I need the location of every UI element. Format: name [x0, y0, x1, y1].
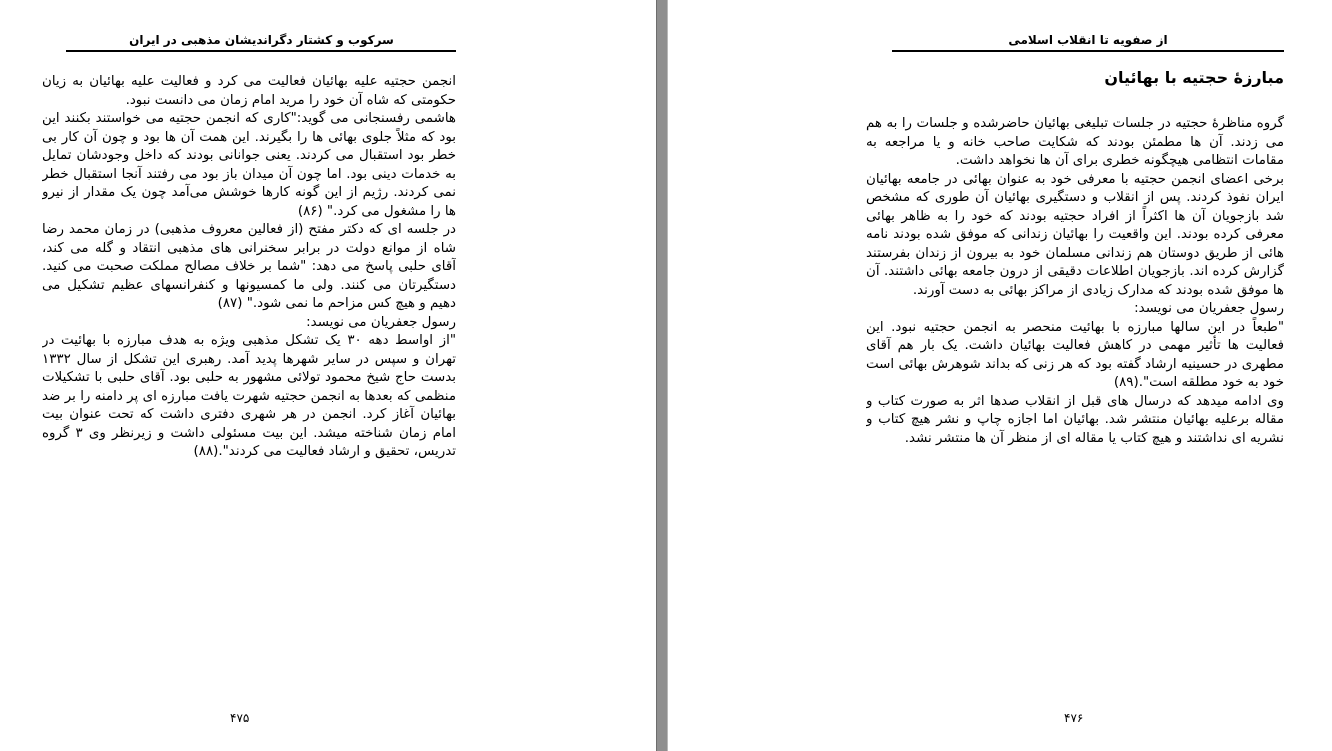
- paragraph: در جلسه ای که دکتر مفتح (از فعالین معروف مذهبی) در زمان محمد رضا شاه از موانع دولت در برابر سخنرانی های مذهبی انتقاد و گله می کند، آقای حلبی پاسخ می دهد: "شما بر خلاف مصالح مملکت صحبت می کنید. دستگیرتان می کنند. ولی ما کمسیونها و کنفرانسهای عظیم تشکیل می دهیم و هیچ کس مزاحم ما نمی شود." (۸۷): [42, 222, 456, 311]
- page-body: [866, 115, 1284, 565]
- paragraph: انجمن حجتیه علیه بهائیان فعالیت می کرد و فعالیت علیه بهائیان به زیان حکومتی که شاه آن خود را مرید امام زمان می دانست نبود.: [42, 74, 456, 108]
- section-title: مبارزهٔ حجتیه با بهائیان: [1104, 68, 1284, 87]
- paragraph: "از اواسط دهه ۳۰ یک تشکل مذهبی ویژه به هدف مبارزه با بهائیت در تهران و سپس در سایر شهرها پدید آمد. رهبری این تشکل از سال ۱۳۳۲ بدست حاج شیخ محمود تولائی مشهور به حلبی بود. آقای حلبی با تشکیلات منظمی که بعدها به انجمن حجتیه شهرت یافت مبارزه ای پر دامنه را بر ضد بهائیان آغاز کرد. انجمن در هر شهری دفتری داشت که تحت عنوان بیت امام زمان شناخته میشد. این بیت مسئولی داشت و زیرنظر وی ۳ گروه تدریس، تحقیق و ارشاد فعالیت می کردند".(۸۸): [42, 333, 456, 459]
- paragraph: گروه مناظرهٔ حجتیه در جلسات تبلیغی بهائیان حاضرشده و جلسات را به هم می زدند. آن ها مطمئن بودند که شکایت صاحب خانه و یا مراجعه به مقامات انتظامی هیچگونه خطری برای آن ها نخواهد داشت.: [866, 116, 1284, 168]
- page-gutter: [656, 0, 668, 751]
- running-head: سرکوب و کشتار دگراندیشان مذهبی در ایران: [129, 33, 394, 47]
- page-number: ۴۷۵: [230, 711, 250, 725]
- paragraph: رسول جعفریان می نویسد:: [1134, 301, 1284, 316]
- paragraph: "طبعاً در این سالها مبارزه با بهائیت منحصر به انجمن حجتیه نبود. این فعالیت ها تأثیر مهمی در کاهش فعالیت بهائیان داشت. یک بار هم آقای مطهری در حسینیه ارشاد گفته بود که هر زنی که بداند شوهرش بهائی است خود به خود مطلقه است".(۸۹): [866, 319, 1284, 390]
- page-right: [668, 0, 1332, 751]
- page-body: [42, 73, 456, 593]
- paragraph: وی ادامه میدهد که درسال های قبل از انقلاب صدها اثر به صورت کتاب و مقاله برعلیه بهائیان منتشر شد. بهائیان اما اجازه چاپ و نشر هیچ کتاب و نشریه ای نداشتند و هیچ کتاب یا مقاله ای از منظر آن ها منتشر نشد.: [866, 393, 1284, 446]
- page-number: ۴۷۶: [1064, 711, 1084, 725]
- header-rule: [66, 50, 456, 52]
- paragraph: برخی اعضای انجمن حجتیه با معرفی خود به عنوان بهائی در جامعه بهائیان ایران نفوذ کردند. پس از انقلاب و دستگیری بهائیان آن طوری که مشخص شد بازجویان آن ها اکثراً از افراد حجتیه بودند که خود را به ظاهر بهائی معرفی کرده بودند. این واقعیت را بهائیان زندانی که موفق شده بودند نامه هائی از طریق دوستان هم زندانی مسلمان خود به بیرون از زندان بفرستند گزارش کرده اند. بازجویان اطلاعات دقیقی از درون جامعه بهائی داشتند. آن ها موفق شده بودند که مدارک زیادی از مراکز بهائی به دست آورند.: [866, 171, 1284, 298]
- page-left: [0, 0, 656, 751]
- paragraph: رسول جعفریان می نویسد:: [306, 314, 456, 330]
- header-rule: [892, 50, 1284, 52]
- paragraph: هاشمی رفسنجانی می گوید:"کاری که انجمن حجتیه می خواستند بکنند این بود که مثلاً جلوی بهائی ها را بگیرند. این همت آن ها بود و چون آن کار بی خطر بود استقبال می کردند. یعنی جوانانی بودند که داخل وجودشان تمایل به خدمات دینی بود. اما چون آن میدان باز بود می رفتند آنجا استقبال خطر نمی کردند. رژیم از این گونه کارها خوشش می‌آمد چون یک مقدار از نیرو ها را مشغول می کرد." (۸۶): [42, 111, 456, 219]
- running-head: از صفویه تا انقلاب اسلامی: [1008, 33, 1168, 47]
